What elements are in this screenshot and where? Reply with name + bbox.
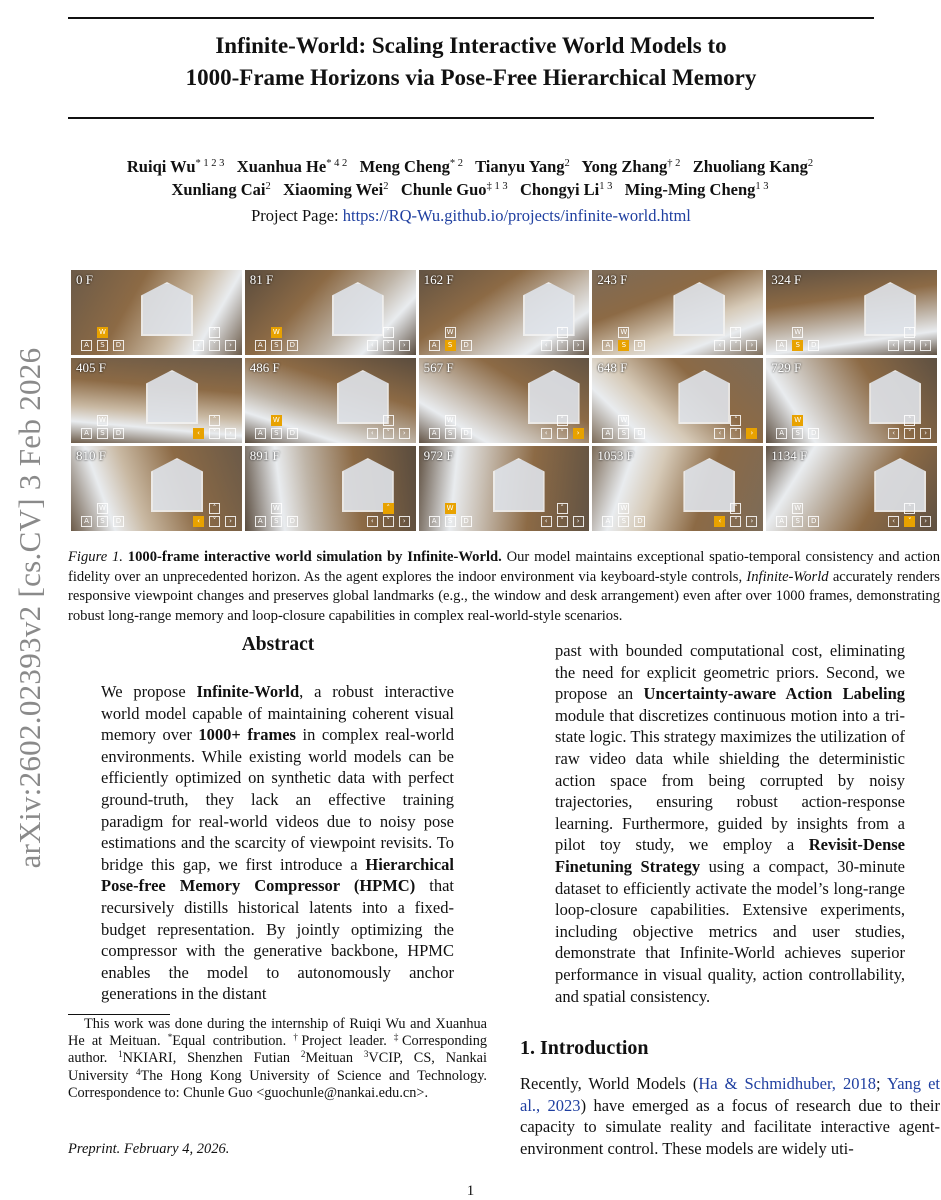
arrow-left-icon: ‹ [193,516,204,527]
arrow-right-icon: › [399,516,410,527]
abstract-segment: using a compact, 30-minute dataset to efficiently activate the model’s long-range loop-closure capabilities. Extensive experiments, including objective metrics and user studies, demonstrate that Infinite-World achieves superior performance in visual quality, action controllability, and spatial consistency. [555,856,905,1006]
title-line-2: 1000-Frame Horizons via Pose-Free Hierarchical Memory [185,65,757,90]
arrow-left-icon: ‹ [367,428,378,439]
author-line [80,155,860,178]
frame-label: 810 F [76,448,106,463]
key-a-button: A [255,516,266,527]
arrow-left-icon: ‹ [714,428,725,439]
key-s-button: S [618,516,629,527]
key-d-button: D [287,516,298,527]
frame-label: 1134 F [771,448,808,463]
arrow-down-icon: ˅ [730,340,741,351]
arrow-right-icon: › [225,340,236,351]
frame-tile [419,270,590,355]
arrow-left-icon: ‹ [888,516,899,527]
frame-label: 972 F [423,448,454,463]
footnote-mark: ‡ [393,1032,403,1043]
arrow-down-icon: ˅ [730,428,741,439]
arrow-right-icon: › [225,428,236,439]
figure-caption [68,548,940,626]
key-s-button: S [271,428,282,439]
footnote-rule [68,1014,170,1015]
key-s-button: S [792,428,803,439]
citation-link[interactable]: Yang et al., 2023 [520,1074,940,1115]
key-s-button: S [792,516,803,527]
author-affiliation: * 2 [449,158,463,169]
frame-label: 1053 F [597,448,634,463]
paper-title [68,30,874,94]
key-w-button: W [792,415,803,426]
footnote-mark: * [167,1032,173,1043]
footnote [68,1016,487,1102]
abstract-segment: module that discretizes continuous motion into a tri-state logic. This strategy maximizes the utilization of raw video data while shielding the deterministic action space from being corrupted by noisy trajectories, ensuring robust action-response learning. Furthermore, guided by insights from a pilot toy study, we employ a [555,705,905,855]
arrow-up-icon: ˄ [383,503,394,514]
arrow-right-icon: › [746,428,757,439]
author-affiliation: * 1 2 3 [195,158,225,169]
footnote-segment: This work was done during the internship of Ruiqi Wu and Xuanhua He at Meituan. [68,1016,487,1050]
author-name: Zhuoliang Kang [692,157,808,176]
key-w-button: W [97,503,108,514]
key-d-button: D [113,428,124,439]
arrow-left-icon: ‹ [193,428,204,439]
author-name: Chunle Guo [400,180,487,199]
project-page [68,206,874,226]
frame-label: 81 F [249,272,274,287]
arrow-right-icon: › [573,428,584,439]
footnote-segment: Equal contribution. [172,1033,294,1050]
abstract-heading: Abstract [241,634,315,655]
key-s-button: S [618,428,629,439]
frame-label: 891 F [249,448,280,463]
abstract-segment: past with bounded computational cost, eliminating the need for explicit geometric priors. Second, we propose an [555,641,905,704]
arrow-left-icon: ‹ [541,428,552,439]
preprint-note: Preprint. February 4, 2026. [68,1141,230,1157]
arrow-right-icon: › [920,516,931,527]
key-a-button: A [776,340,787,351]
window-image [332,282,384,336]
frame-label: 0 F [76,272,93,287]
arrow-left-icon: ‹ [888,428,899,439]
project-page-link[interactable]: https://RQ-Wu.github.io/projects/infinite-world.html [342,206,691,225]
arrow-up-icon: ˄ [557,503,568,514]
key-a-button: A [602,428,613,439]
arrow-down-icon: ˅ [557,516,568,527]
arrow-up-icon: ˄ [383,327,394,338]
key-d-button: D [808,428,819,439]
author-affiliation: 2 [564,158,570,169]
key-w-button: W [618,327,629,338]
window-image [683,458,735,512]
arrow-down-icon: ˅ [730,516,741,527]
key-d-button: D [634,516,645,527]
footnote-segment: NKIARI, Shenzhen Futian [122,1050,301,1067]
footnote-segment: Corresponding author. [68,1033,487,1067]
key-d-button: D [287,428,298,439]
key-d-button: D [461,516,472,527]
arrow-up-icon: ˄ [383,415,394,426]
author-name: Yong Zhang [581,157,668,176]
key-a-button: A [776,516,787,527]
key-d-button: D [113,340,124,351]
frame-label: 243 F [597,272,628,287]
arrow-right-icon: › [399,428,410,439]
arrow-up-icon: ˄ [730,503,741,514]
caption-segment: Our model maintains exceptional spatio-temporal consistency and action fidelity over an unprecedented horizon. As the agent explores the indoor environment via keyboard-style controls, [68,549,940,585]
author-name: Ruiqi Wu [126,157,196,176]
author-name: Xuanhua He [236,157,327,176]
frame-tile [245,270,416,355]
frame-tile [245,446,416,531]
window-image [141,282,193,336]
arrow-down-icon: ˅ [209,516,220,527]
window-image [146,370,198,424]
author-affiliation: 2 [807,158,814,169]
author-affiliation: † 2 [667,158,681,169]
frame-tile [766,270,937,355]
abstract-segment: Infinite-World [196,682,300,701]
arrow-down-icon: ˅ [209,428,220,439]
key-a-button: A [602,340,613,351]
abstract-segment: 1000+ frames [198,725,296,745]
key-d-button: D [634,428,645,439]
frame-tile [766,358,937,443]
arrow-right-icon: › [746,340,757,351]
page-number: 1 [466,1183,475,1199]
frame-tile [766,446,937,531]
frame-label: 324 F [771,272,802,287]
arrow-up-icon: ˄ [730,415,741,426]
intro-segment: Recently, World Models ( [520,1074,699,1093]
author-affiliation: * 4 2 [326,158,348,169]
citation-link[interactable]: Ha & Schmidhuber, 2018 [698,1074,876,1093]
frame-label: 486 F [249,360,280,375]
arrow-down-icon: ˅ [383,516,394,527]
key-d-button: D [461,428,472,439]
arrow-down-icon: ˅ [383,428,394,439]
abstract-segment: that recursively distills historical latents into a fixed-budget representation. By jointly optimizing the compressor with the generative backbone, HPMC enables the model to autonomously anchor generations in the distant [101,876,454,1004]
key-s-button: S [618,340,629,351]
key-d-button: D [808,516,819,527]
window-image [493,458,545,512]
arrow-up-icon: ˄ [209,327,220,338]
key-d-button: D [808,340,819,351]
key-a-button: A [81,340,92,351]
key-s-button: S [445,340,456,351]
arrow-up-icon: ˄ [730,327,741,338]
key-d-button: D [113,516,124,527]
key-a-button: A [429,340,440,351]
author-affiliation: 2 [383,181,389,192]
key-a-button: A [255,340,266,351]
arrow-left-icon: ‹ [367,516,378,527]
key-s-button: S [445,428,456,439]
arrow-right-icon: › [573,340,584,351]
arrow-up-icon: ˄ [209,503,220,514]
key-s-button: S [97,516,108,527]
caption-segment: Figure 1. [68,549,128,565]
frame-tile [245,358,416,443]
introduction-text [520,1073,940,1159]
arrow-right-icon: › [225,516,236,527]
footnote-mark: 1 [118,1049,123,1060]
title-line-1: Infinite-World: Scaling Interactive World Models to [215,33,727,58]
key-w-button: W [618,503,629,514]
arrow-left-icon: ‹ [888,340,899,351]
caption-segment: 1000-frame interactive world simulation by Infinite-World. [127,549,502,565]
key-w-button: W [97,415,108,426]
abstract-segment: Uncertainty-aware Action Labeling [643,684,905,704]
arrow-up-icon: ˄ [557,415,568,426]
arrow-up-icon: ˄ [904,415,915,426]
key-a-button: A [81,516,92,527]
abstract-segment: in complex real-world environments. While existing world models can be efficiently optimized on synthetic data with perfect ground-truth, they lack an effective training paradigm for real-world videos due to noisy pose estimations and the scarcity of viewpoint revisits. To bridge this gap, we first introduce a [101,725,454,874]
key-w-button: W [271,503,282,514]
key-a-button: A [81,428,92,439]
caption-segment: accurately renders responsive viewpoint changes and preserves global landmarks (e.g., the window and desk arrangement) even after over 1000 frames, demonstrating robust long-range memory and loop-closure capabilities in complex real-world-style scenarios. [68,568,940,624]
footnote-segment: VCIP, CS, Nankai University [68,1050,487,1084]
footnote-mark: † [293,1032,302,1043]
window-image [337,370,389,424]
arrow-left-icon: ‹ [714,516,725,527]
key-w-button: W [618,415,629,426]
frame-label: 405 F [76,360,106,375]
arrow-up-icon: ˄ [904,503,915,514]
frame-tile [419,358,590,443]
frame-label: 567 F [423,360,454,375]
window-image [678,370,730,424]
key-a-button: A [429,428,440,439]
figure-1-grid [71,270,937,531]
arrow-down-icon: ˅ [904,428,915,439]
key-s-button: S [271,516,282,527]
key-w-button: W [445,327,456,338]
frame-tile [592,358,763,443]
arrow-right-icon: › [399,340,410,351]
key-a-button: A [776,428,787,439]
key-w-button: W [97,327,108,338]
abstract-text-left [101,681,454,1005]
caption-segment: Infinite-World [746,568,829,585]
footnote-mark: 2 [300,1049,306,1060]
window-image [874,458,926,512]
project-page-label: Project Page: [251,206,343,225]
author-affiliation: ‡ 1 3 [486,181,508,192]
author-name: Meng Cheng [359,157,450,176]
key-w-button: W [792,327,803,338]
arrow-down-icon: ˅ [904,340,915,351]
abstract-segment: Hierarchical Pose-free Memory Compressor (HPMC) [101,854,454,896]
key-s-button: S [97,428,108,439]
arrow-up-icon: ˄ [557,327,568,338]
author-name: Ming-Ming Cheng [624,180,756,199]
window-image [151,458,203,512]
window-image [528,370,580,424]
title-bottom-rule [68,117,874,119]
introduction-heading: 1. Introduction [520,1037,649,1059]
arrow-right-icon: › [573,516,584,527]
key-w-button: W [271,415,282,426]
key-w-button: W [792,503,803,514]
arrow-right-icon: › [920,428,931,439]
arrow-down-icon: ˅ [904,516,915,527]
arxiv-stamp: arXiv:2602.02393v2 [cs.CV] 3 Feb 2026 [12,347,47,869]
author-name: Xiaoming Wei [283,180,384,199]
frame-tile [592,446,763,531]
arrow-left-icon: ‹ [193,340,204,351]
arrow-left-icon: ‹ [367,340,378,351]
key-w-button: W [271,327,282,338]
key-d-button: D [634,340,645,351]
top-rule [68,17,874,19]
key-w-button: W [445,415,456,426]
arrow-left-icon: ‹ [541,340,552,351]
intro-segment: ; [875,1074,887,1093]
abstract-segment: Revisit-Dense Finetuning Strategy [555,835,905,876]
arrow-right-icon: › [746,516,757,527]
frame-tile [419,446,590,531]
footnote-mark: 3 [363,1049,369,1060]
arrow-up-icon: ˄ [904,327,915,338]
intro-segment: ) have emerged as a focus of research due to their capacity to simulate reality and facilitate interactive agent-environment control. These models are widely uti- [520,1095,940,1158]
frame-label: 648 F [597,360,628,375]
author-line [80,178,860,201]
key-s-button: S [97,340,108,351]
frame-tile [71,270,242,355]
arrow-left-icon: ‹ [714,340,725,351]
arrow-left-icon: ‹ [541,516,552,527]
arrow-down-icon: ˅ [383,340,394,351]
frame-label: 162 F [423,272,454,287]
abstract-text-right [555,640,905,1007]
footnote-segment: The Hong Kong University of Science and Technology. Correspondence to: Chunle Guo <guochunle@nankai.edu.cn>. [68,1067,487,1101]
author-affiliation: 2 [265,181,271,192]
author-list [80,155,860,201]
arrow-right-icon: › [920,340,931,351]
key-s-button: S [792,340,803,351]
arrow-down-icon: ˅ [209,340,220,351]
key-d-button: D [461,340,472,351]
author-affiliation: 1 3 [599,181,613,192]
key-a-button: A [602,516,613,527]
arrow-up-icon: ˄ [209,415,220,426]
author-name: Chongyi Li [519,180,600,199]
key-s-button: S [271,340,282,351]
frame-label: 729 F [771,360,802,375]
abstract-segment: , a robust interactive world model capable of maintaining coherent visual memory over [101,682,454,745]
frame-tile [592,270,763,355]
key-w-button: W [445,503,456,514]
arrow-down-icon: ˅ [557,428,568,439]
abstract-segment: We propose [101,682,197,701]
footnote-segment: Project leader. [301,1033,394,1050]
key-a-button: A [255,428,266,439]
frame-tile [71,446,242,531]
window-image [673,282,725,336]
arrow-down-icon: ˅ [557,340,568,351]
key-d-button: D [287,340,298,351]
author-name: Xunliang Cai [171,180,266,199]
footnote-mark: 4 [136,1066,141,1077]
key-s-button: S [445,516,456,527]
frame-tile [71,358,242,443]
key-a-button: A [429,516,440,527]
footnote-segment: Meituan [305,1050,364,1067]
author-affiliation: 1 3 [755,181,769,192]
author-name: Tianyu Yang [475,157,565,176]
